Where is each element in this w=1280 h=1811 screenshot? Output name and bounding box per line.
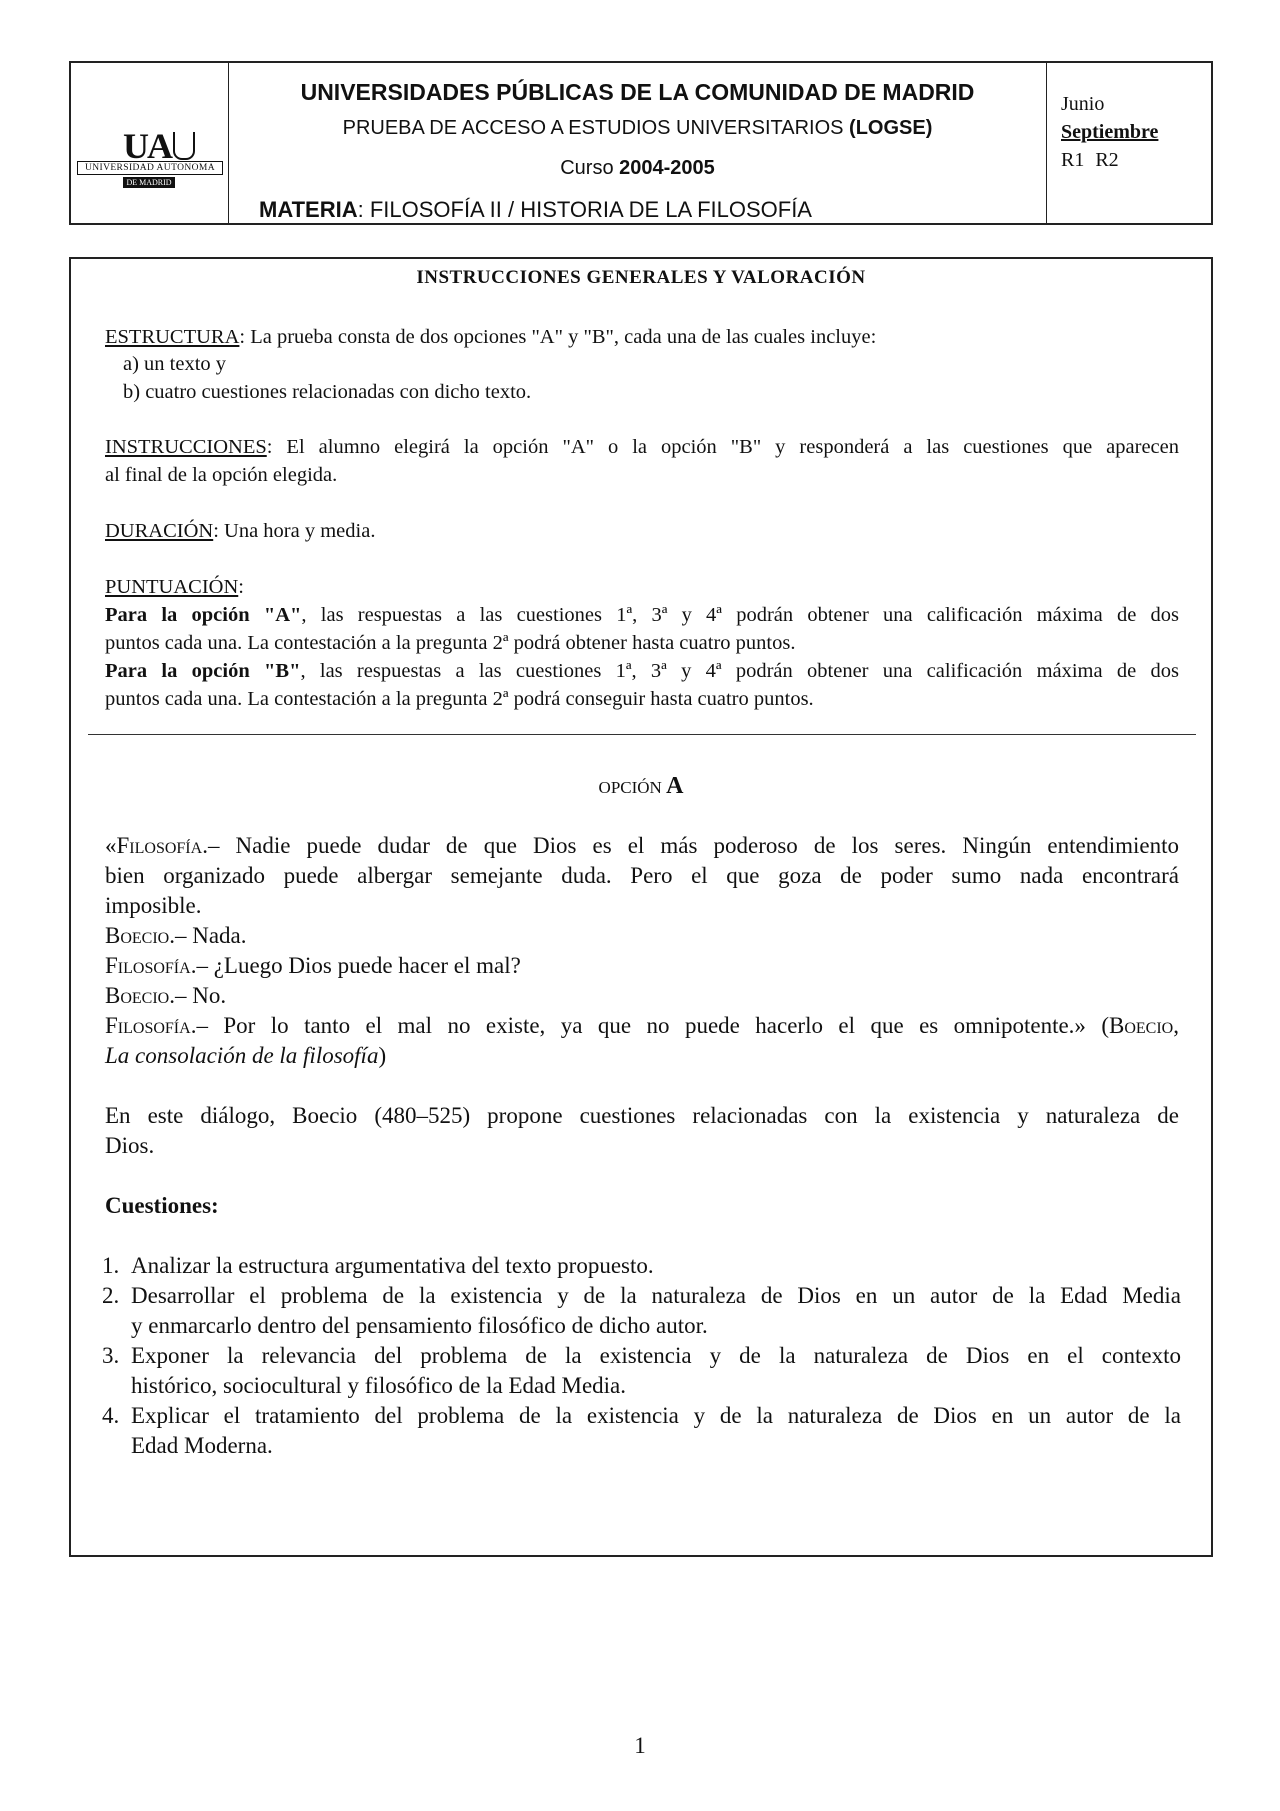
question-line-2: Edad Moderna.	[131, 1433, 273, 1458]
puntuacion-colon: :	[238, 576, 244, 598]
puntuacion-heading	[105, 574, 244, 602]
dialogue-line-3: imposible.	[105, 893, 202, 918]
instrucciones-line-2: al final de la opción elegida.	[105, 464, 338, 486]
section-divider	[88, 734, 1196, 735]
title-cell	[229, 63, 1047, 223]
speaker-filosofia: Filosofía	[105, 953, 191, 978]
speaker-boecio: Boecio	[105, 983, 170, 1008]
scoring-option-b-text: , las respuestas a las cuestiones 1ª, 3ª y 4ª podrán obtener una calificación máxima de dos	[300, 660, 1179, 682]
session-june: Junio	[1061, 93, 1105, 115]
session-cell	[1047, 63, 1211, 223]
scoring-option-a-text: , las respuestas a las cuestiones 1ª, 3ª y 4ª podrán obtener una calificación máxima de dos	[301, 604, 1180, 626]
subject-label: MATERIA	[259, 197, 358, 222]
question-item	[125, 1401, 1181, 1461]
session-september: Septiembre	[1061, 121, 1159, 143]
context-line-2: Dios.	[105, 1133, 155, 1158]
estructura-line	[105, 324, 876, 352]
questions-title: Cuestiones:	[105, 1193, 219, 1218]
exam-header	[69, 61, 1213, 225]
dialogue-text: ¿Luego Dios puede hacer el mal?	[213, 953, 521, 978]
question-line-2: y enmarcarlo dentro del pensamiento filosófico de dicho autor.	[131, 1313, 708, 1338]
citation-close: )	[378, 1043, 387, 1068]
estructura-text: : La prueba consta de dos opciones "A" y "B", cada una de las cuales incluye:	[239, 326, 877, 348]
exam-body	[69, 257, 1213, 1557]
question-item	[125, 1341, 1181, 1401]
dialogue-text: Nada.	[192, 923, 247, 948]
scoring-option-b-line-1	[105, 658, 1179, 686]
question-item	[125, 1251, 1181, 1281]
open-quote: «	[105, 833, 117, 858]
scoring-option-a-label: Para la opción "A"	[105, 604, 302, 626]
duracion-label: DURACIÓN	[105, 520, 214, 542]
question-line-1: 1. Analizar la estructura argumentativa del texto propuesto.	[131, 1253, 654, 1278]
instrucciones-line-1	[105, 434, 1179, 462]
logo-city-label: DE MADRID	[123, 177, 175, 188]
dialogue-text: Nadie puede dudar de que Dios es el más poderoso de los seres. Ningún entendimiento	[235, 833, 1179, 858]
dialogue-line-4	[105, 921, 247, 951]
speaker-boecio: Boecio	[105, 923, 170, 948]
speaker-dash: .–	[190, 953, 214, 978]
duracion-text: : Una hora y media.	[213, 520, 376, 542]
dialogue-line-5	[105, 951, 521, 981]
estructura-label: ESTRUCTURA	[105, 326, 240, 348]
speaker-dash: .–	[202, 833, 236, 858]
duracion-line	[105, 518, 375, 546]
scoring-option-b-line-2: puntos cada una. La contestación a la pregunta 2ª podrá conseguir hasta cuatro puntos.	[105, 688, 814, 710]
speaker-dash: .–	[169, 923, 193, 948]
question-line-1: 3. Exponer la relevancia del problema de la existencia y de la naturaleza de Dios en el contexto	[131, 1343, 1181, 1368]
instrucciones-label: INSTRUCCIONES	[105, 436, 267, 458]
scoring-option-b-label: Para la opción "B"	[105, 660, 301, 682]
logo-cell	[71, 63, 229, 223]
page-number: 1	[634, 1733, 646, 1758]
instructions-title: INSTRUCCIONES GENERALES Y VALORACIÓN	[416, 267, 866, 288]
session-rounds: R1 R2	[1061, 149, 1119, 171]
question-line-2: histórico, sociocultural y filosófico de la Edad Media.	[131, 1373, 627, 1398]
question-item	[125, 1281, 1181, 1341]
dialogue-text: No.	[192, 983, 227, 1008]
logo-university-label: UNIVERSIDAD AUTONOMA	[77, 161, 223, 175]
questions-list	[71, 1251, 1181, 1461]
structure-item-a: a) un texto y	[123, 353, 227, 375]
question-line-1: 4. Explicar el tratamiento del problema de la existencia y de la naturaleza de Dios en un autor de la	[131, 1403, 1181, 1428]
speaker-filosofia: Filosofía	[105, 1013, 191, 1038]
course-label: Curso	[560, 157, 620, 179]
subject-value: : FILOSOFÍA II / HISTORIA DE LA FILOSOFÍA	[357, 197, 812, 222]
citation-comma: ,	[1173, 1013, 1179, 1038]
scoring-option-a-line-1	[105, 602, 1179, 630]
header-subtitle	[229, 117, 1046, 140]
option-letter: A	[666, 773, 684, 799]
dialogue-text: Por lo tanto el mal no existe, ya que no puede hacerlo el que es omnipotente.» (	[223, 1013, 1110, 1038]
speaker-dash: .–	[190, 1013, 224, 1038]
option-a-title	[71, 773, 1211, 800]
dialogue-line-6	[105, 981, 226, 1011]
citation-line	[105, 1041, 386, 1071]
header-title: UNIVERSIDADES PÚBLICAS DE LA COMUNIDAD DE MADRID	[300, 79, 975, 105]
logo-mark: UA	[123, 126, 171, 166]
scoring-option-a-line-2: puntos cada una. La contestación a la pregunta 2ª podrá obtener hasta cuatro puntos.	[105, 632, 796, 654]
course-line	[229, 157, 1046, 180]
puntuacion-label: PUNTUACIÓN	[105, 576, 239, 598]
dialogue-line-7	[105, 1011, 1179, 1041]
context-line-1: En este diálogo, Boecio (480–525) propone cuestiones relacionadas con la existencia y naturaleza de	[105, 1103, 1179, 1128]
structure-item-b: b) cuatro cuestiones relacionadas con dicho texto.	[123, 381, 532, 403]
questions-ol	[71, 1251, 1181, 1461]
instrucciones-text: : El alumno elegirá la opción "A" o la opción "B" y responderá a las cuestiones que aparecen	[266, 436, 1179, 458]
speaker-dash: .–	[169, 983, 193, 1008]
subtitle-text: PRUEBA DE ACCESO A ESTUDIOS UNIVERSITARIOS	[342, 117, 850, 139]
citation-author: Boecio	[1109, 1013, 1174, 1038]
citation-title: La consolación de la filosofía	[105, 1043, 379, 1068]
dialogue-line-2: bien organizado puede albergar semejante duda. Pero el que goza de poder sumo nada encontrará	[105, 863, 1179, 888]
option-heading: OPCIÓN	[598, 778, 662, 797]
subtitle-bold: (LOGSE)	[849, 117, 933, 139]
dialogue-line-1	[105, 831, 1179, 861]
question-line-1: 2. Desarrollar el problema de la existencia y de la naturaleza de Dios en un autor de la Edad Media	[131, 1283, 1181, 1308]
course-value: 2004-2005	[619, 157, 715, 179]
subject-line	[259, 197, 812, 223]
logo-m-shape	[173, 132, 195, 160]
speaker-filosofia: Filosofía	[116, 833, 203, 858]
